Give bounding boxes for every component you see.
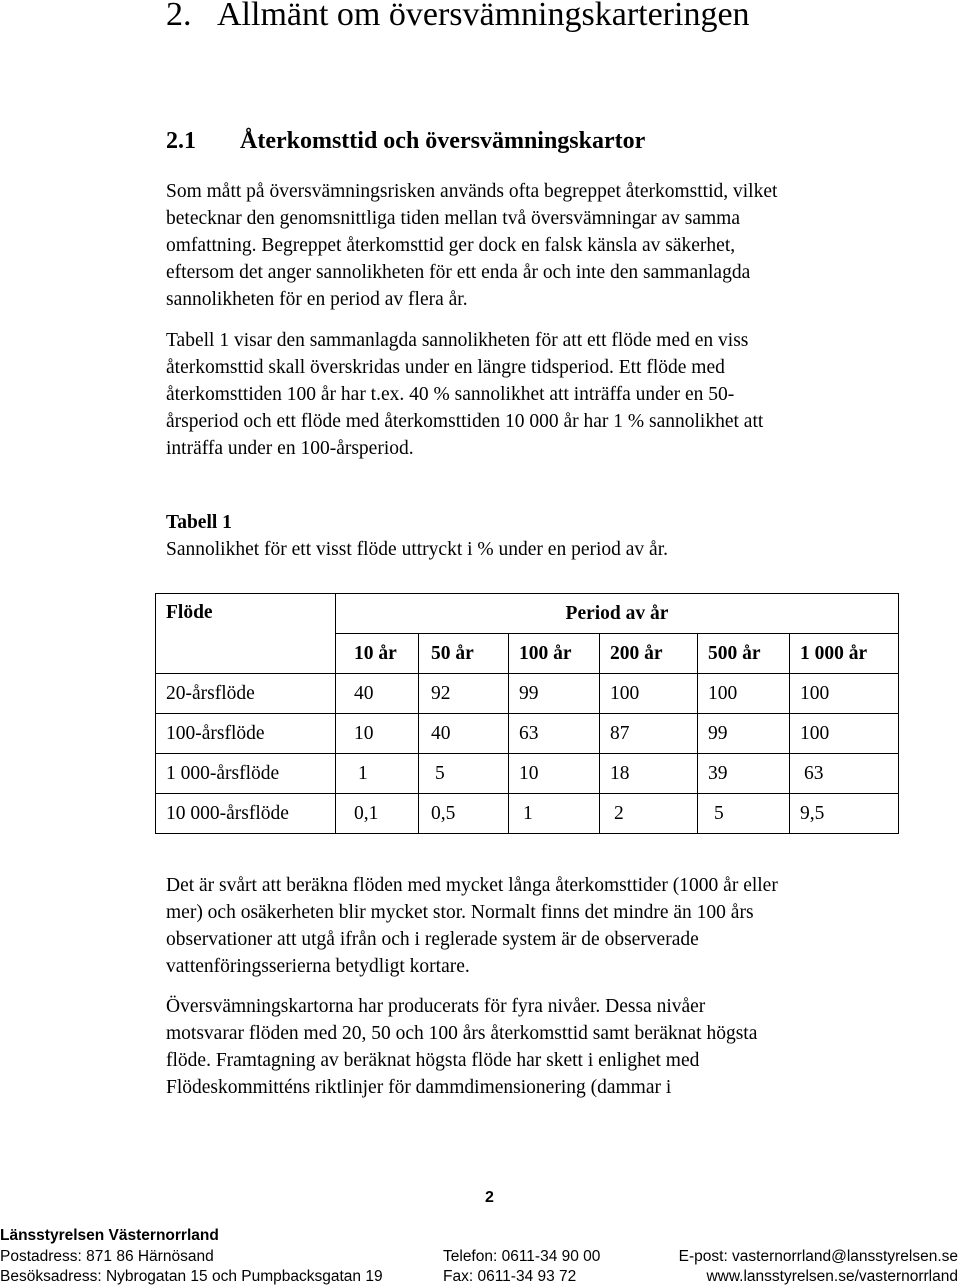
table-cell: 9,5	[790, 794, 899, 834]
table-cell: 99	[698, 714, 790, 754]
paragraph-line: återkomsttid skall överskridas under en längre tidsperiod. Ett flöde med	[166, 357, 725, 378]
paragraph-line: Tabell 1 visar den sammanlagda sannolikheten för att ett flöde med en viss	[166, 330, 749, 351]
table-row	[156, 754, 899, 794]
table-caption: Sannolikhet för ett visst flöde uttryckt i % under en period av år.	[166, 539, 669, 560]
section-heading	[166, 128, 645, 155]
table-cell: 18	[600, 754, 698, 794]
period-column-header: 10 år	[336, 634, 419, 674]
probability-table	[155, 593, 899, 834]
paragraph-flood-levels	[166, 993, 926, 1101]
table-cell: 1	[336, 754, 419, 794]
table-cell: 100	[790, 714, 899, 754]
paragraph-line: återkomsttiden 100 år har t.ex. 40 % sannolikhet att inträffa under en 50-	[166, 384, 735, 405]
paragraph-line: vattenföringsserierna betydligt kortare.	[166, 956, 470, 977]
table-cell: 100	[698, 674, 790, 714]
footer-postal-address: Postadress: 871 86 Härnösand	[0, 1248, 214, 1265]
paragraph-table-intro	[166, 327, 926, 462]
paragraph-return-period	[166, 178, 926, 313]
table-cell: 1	[509, 794, 600, 834]
footer-phone: Telefon: 0611-34 90 00	[443, 1248, 601, 1265]
paragraph-line: sannolikheten för en period av flera år.	[166, 289, 468, 310]
flow-column-header: Flöde	[156, 594, 336, 674]
table-row	[156, 674, 899, 714]
table-cell: 5	[698, 794, 790, 834]
table-cell: 92	[419, 674, 509, 714]
table-cell: 87	[600, 714, 698, 754]
table-cell: 63	[790, 754, 899, 794]
footer-organization: Länsstyrelsen Västernorrland	[0, 1227, 219, 1244]
footer-fax: Fax: 0611-34 93 72	[443, 1268, 577, 1285]
paragraph-uncertainty	[166, 872, 926, 980]
paragraph-line: betecknar den genomsnittliga tiden mellan två översvämningar av samma	[166, 208, 740, 229]
paragraph-line: Översvämningskartorna har producerats för fyra nivåer. Dessa nivåer	[166, 996, 706, 1017]
row-label: 20-årsflöde	[156, 674, 336, 714]
paragraph-line: årsperiod och ett flöde med återkomsttiden 10 000 år har 1 % sannolikhet att	[166, 411, 764, 432]
page-heading	[166, 0, 750, 34]
table-cell: 100	[600, 674, 698, 714]
table-label: Tabell 1	[166, 512, 232, 533]
footer-web-link[interactable]: www.lansstyrelsen.se/vasternorrland	[706, 1268, 958, 1285]
table-cell: 40	[336, 674, 419, 714]
heading-number: 2.	[166, 0, 192, 33]
period-column-header: 100 år	[509, 634, 600, 674]
row-label: 100-årsflöde	[156, 714, 336, 754]
page-number: 2	[485, 1189, 494, 1206]
table-cell: 10	[509, 754, 600, 794]
row-label: 10 000-årsflöde	[156, 794, 336, 834]
paragraph-line: eftersom det anger sannolikheten för ett enda år och inte den sammanlagda	[166, 262, 751, 283]
paragraph-line: flöde. Framtagning av beräknat högsta flöde har skett i enlighet med	[166, 1050, 700, 1071]
period-column-header: 50 år	[419, 634, 509, 674]
paragraph-line: inträffa under en 100-årsperiod.	[166, 438, 414, 459]
table-cell: 2	[600, 794, 698, 834]
table-cell: 0,1	[336, 794, 419, 834]
table-cell: 10	[336, 714, 419, 754]
footer-email: E-post: vasternorrland@lansstyrelsen.se	[678, 1248, 958, 1265]
paragraph-line: Flödeskommitténs riktlinjer för dammdimensionering (dammar i	[166, 1077, 672, 1098]
period-column-header: 200 år	[600, 634, 698, 674]
period-group-header: Period av år	[336, 594, 899, 634]
table-cell: 39	[698, 754, 790, 794]
period-column-header: 1 000 år	[790, 634, 899, 674]
table-cell: 5	[419, 754, 509, 794]
paragraph-line: Det är svårt att beräkna flöden med mycket långa återkomsttider (1000 år eller	[166, 875, 778, 896]
table-cell: 63	[509, 714, 600, 754]
paragraph-line: omfattning. Begreppet återkomsttid ger dock en falsk känsla av säkerhet,	[166, 235, 736, 256]
table-row	[156, 794, 899, 834]
table-row	[156, 714, 899, 754]
section-number: 2.1	[166, 128, 196, 154]
heading-title: Allmänt om översvämningskarteringen	[217, 0, 750, 33]
footer-visit-address: Besöksadress: Nybrogatan 15 och Pumpbacksgatan 19	[0, 1268, 383, 1285]
table-cell: 0,5	[419, 794, 509, 834]
section-title: Återkomsttid och översvämningskartor	[240, 128, 646, 154]
paragraph-line: Som mått på översvämningsrisken används ofta begreppet återkomsttid, vilket	[166, 181, 778, 202]
period-column-header: 500 år	[698, 634, 790, 674]
table-cell: 40	[419, 714, 509, 754]
table-cell: 100	[790, 674, 899, 714]
paragraph-line: motsvarar flöden med 20, 50 och 100 års återkomsttid samt beräknat högsta	[166, 1023, 758, 1044]
paragraph-line: mer) och osäkerheten blir mycket stor. Normalt finns det mindre än 100 års	[166, 902, 754, 923]
paragraph-line: observationer att utgå ifrån och i reglerade system är de observerade	[166, 929, 699, 950]
row-label: 1 000-årsflöde	[156, 754, 336, 794]
table-cell: 99	[509, 674, 600, 714]
